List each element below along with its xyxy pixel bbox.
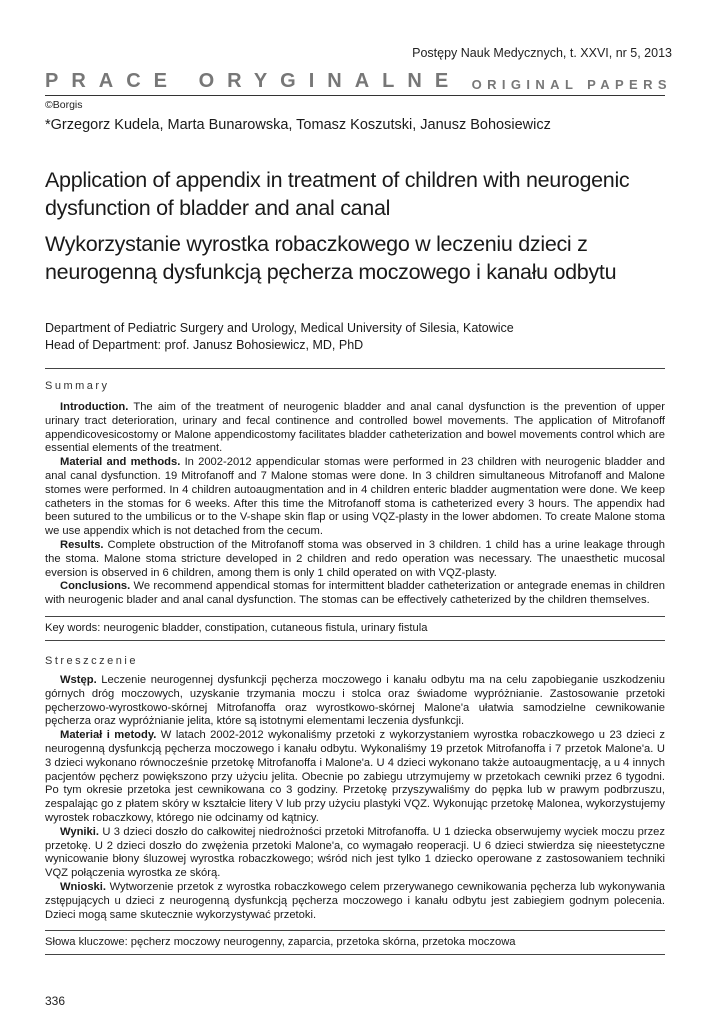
summary-heading: Summary [45, 380, 110, 392]
summary-paragraph: Results. Complete obstruction of the Mitrofanoff stoma was observed in 3 children. 1 child has a urine leakage through the stoma. Malone stoma stricture developed in 2 children and redo operation was necessary. The unaesthetic mucosal eversion is observed in 6 children, among them is only 1 child operated on with VQZ-plasty. [45, 538, 665, 579]
streszczenie-paragraph: Wstęp. Leczenie neurogennej dysfunkcji pęcherza moczowego i kanału odbytu ma na celu zapobieganie uszkodzeniu górnych dróg moczowych, uzyskanie trzymania moczu i stolca oraz świadome wypróżnianie. Zastosowanie przetoki pęcherzowo-wyrostkowo-skórnej Mitrofanoffa oraz wyrostkowo-skórnej Malone'a ułatwia samodzielne cewnikowanie pęcherza oraz wypróżnianie jelita, które są istotnymi elementami leczenia dysfunkcji. [45, 674, 665, 728]
keywords-rule-bottom [45, 640, 665, 641]
summary-paragraph: Conclusions. We recommend appendical stomas for intermittent bladder catheterization or antegrade enemas in children with neurogenic blader and anal canal dysfunction. The stomas can be effectively catheterized by the children themselves. [45, 580, 665, 607]
streszczenie-paragraph: Wnioski. Wytworzenie przetok z wyrostka robaczkowego celem przerywanego cewnikowania pęcherza lub wykonywania zstępujących u dzieci z neurogenną dysfunkcją pęcherza moczowego i kanału odbytu jest zabiegiem godnym polecenia. Dzieci mogą same skutecznie wykorzystywać przetoki. [45, 880, 665, 921]
author-list: *Grzegorz Kudela, Marta Bunarowska, Tomasz Koszutski, Janusz Bohosiewicz [45, 117, 551, 133]
summary-rule-top [45, 368, 665, 369]
streszczenie-paragraph: Materiał i metody. W latach 2002-2012 wykonaliśmy przetoki z wykorzystaniem wyrostka robaczkowego u 23 dzieci z neurogenną dysfunkcją pęcherza moczowego i kanału odbytu. Wykonaliśmy 19 przetok Mitrofanoffa i 7 przetok Malone'a. U 3 dzieci wykonano równocześnie przetokę Mitrofanoffa i Malone'a. U 4 dzieci wykonano także autoaugmentację, a u 4 innych pacjentów pęcherz powiększono przy użyciu jelita. Obecnie po zabiegu utrzymujemy w przetokach cewniki przez 6 tygodni. Po tym okresie przetoka jest cewnikowana co 3 godziny. Przetokę przyszywaliśmy do pępka lub w prawym podbrzuszu, zespalając go z płatem skóry w kształcie litery V lub przy użyciu plastyki VQZ. Wykonując przetokę Malonea, wykorzystujemy wyrostek robaczkowy, którego nie odcinamy od kątnicy. [45, 729, 665, 824]
streszczenie-body [45, 674, 665, 922]
section-banner-pl: PRACE ORYGINALNE [45, 70, 462, 92]
keywords-pl: Słowa kluczowe: pęcherz moczowy neurogenny, zaparcia, przetoka skórna, przetoka moczowa [45, 936, 516, 948]
summary-paragraph: Introduction. The aim of the treatment of neurogenic bladder and anal canal dysfunction is the prevention of upper urinary tract deterioration, urinary and fecal continence and controlled bowel movements. The application of Mitrofanoff appendicovesicostomy or Malone appendicostomy facilitates bladder catheterization and bowel movements control which are essential elements of the treatment. [45, 401, 665, 455]
summary-paragraph: Material and methods. In 2002-2012 appendicular stomas were performed in 23 children with neurogenic bladder and anal canal dysfunction. 19 Mitrofanoff and 7 Malone stomas were done. In 3 children simultaneous Mitrofanoff and Malone stomes were performed. In 4 children autoaugmentation and in 4 children enteric bladder augmentation were done. We keep catheters in the stomas for 6 weeks. After this time the Mitrofanoff stoma is catheterized every 3 hours. The appendix had been sutured to the umbilicus or to the V-shape skin flap or using VQZ-plasty in the lower abdomen. To create Malone stoma we use appendix which is not detached from the cecum. [45, 456, 665, 538]
keywords-en: Key words: neurogenic bladder, constipation, cutaneous fistula, urinary fistula [45, 622, 428, 634]
streszczenie-paragraph: Wyniki. U 3 dzieci doszło do całkowitej niedrożności przetoki Mitrofanoffa. U 1 dziecka obserwujemy wyciek moczu przez przetokę. U 2 dzieci doszło do zwężenia przetoki Malone'a, co wymagało reoperacji. U 6 dzieci stwierdza się nieestetyczne wynicowanie błony śluzowej wyrostka robaczkowego; wśród nich jest tylko 1 dziecko operowane z zastosowaniem techniki VQZ połączenia wyrostka ze skórą. [45, 825, 665, 880]
streszczenie-heading: Streszczenie [45, 655, 138, 667]
title-polish: Wykorzystanie wyrostka robaczkowego w leczeniu dzieci z neurogenną dysfunkcją pęcherza moczowego i kanału odbytu [45, 232, 617, 284]
keywords-pl-rule-top [45, 930, 665, 931]
summary-body [45, 401, 665, 608]
journal-citation: Postępy Nauk Medycznych, t. XXVI, nr 5, 2013 [412, 46, 672, 60]
affiliation [45, 320, 514, 354]
section-banner-en: ORIGINAL PAPERS [471, 77, 672, 92]
title-english: Application of appendix in treatment of children with neurogenic dysfunction of bladder and anal canal [45, 168, 630, 220]
copyright-notice: ©Borgis [45, 99, 83, 111]
department: Department of Pediatric Surgery and Urology, Medical University of Silesia, Katowice [45, 321, 514, 335]
keywords-rule-top [45, 616, 665, 617]
keywords-pl-rule-bottom [45, 954, 665, 955]
page-number: 336 [45, 994, 66, 1008]
head-of-department: Head of Department: prof. Janusz Bohosiewicz, MD, PhD [45, 338, 364, 352]
header-rule [45, 95, 665, 96]
